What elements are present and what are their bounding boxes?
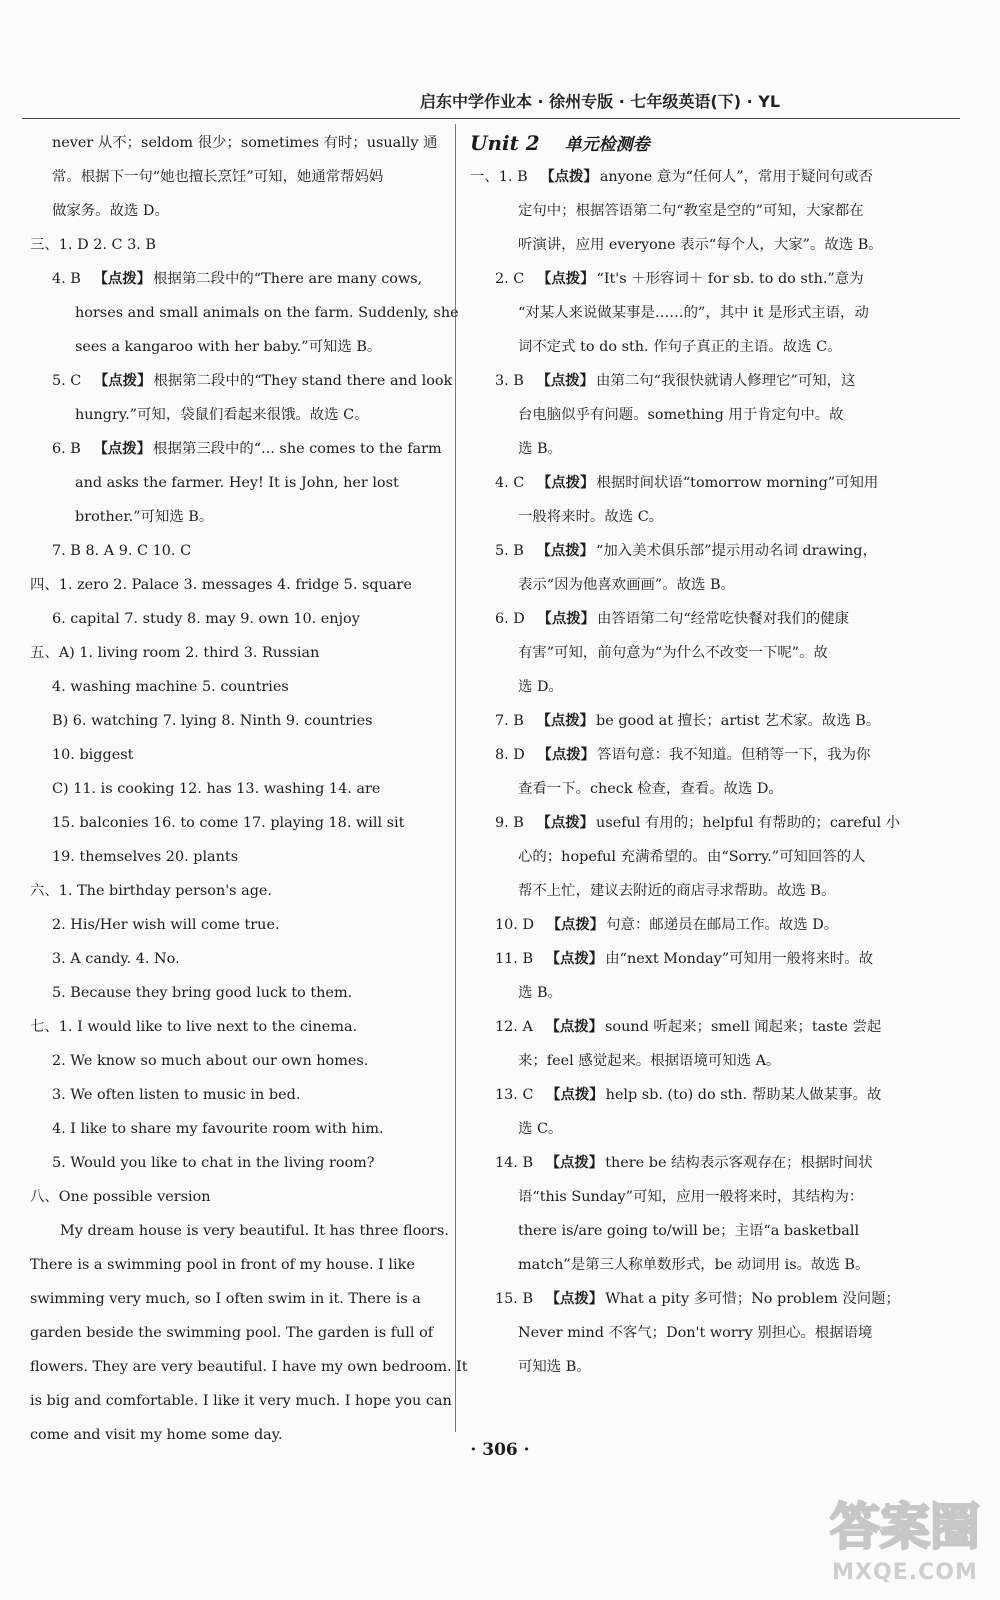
answer-line: sees a kangaroo with her baby.”可知选 B。 bbox=[75, 339, 382, 355]
answer-line: 表示“因为他喜欢画画”。故选 B。 bbox=[518, 577, 735, 593]
hint-tag: 【点拨】 bbox=[546, 1087, 604, 1103]
answer-line: 4. I like to share my favourite room with him. bbox=[52, 1121, 384, 1137]
answer-line: 做家务。故选 D。 bbox=[52, 203, 169, 219]
hint-tag: 【点拨】 bbox=[536, 475, 595, 491]
hint-tag: 【点拨】 bbox=[540, 169, 598, 185]
hint-tag: 【点拨】 bbox=[537, 747, 595, 763]
answer-line: 11. B 【点拨】 由“next Monday”可知用一般将来时。故 bbox=[495, 951, 874, 967]
answer-line: come and visit my home some day. bbox=[30, 1427, 283, 1443]
answer-line: 10. D 【点拨】 句意：邮递员在邮局工作。故选 D。 bbox=[495, 917, 839, 933]
hint-tag: 【点拨】 bbox=[545, 951, 604, 967]
answer-line: 查看一下。check 检查，查看。故选 D。 bbox=[518, 781, 783, 797]
answer-line: 5. Because they bring good luck to them. bbox=[52, 985, 353, 1001]
answer-line: 有害”可知，前句意为“为什么不改变一下呢”。故 bbox=[518, 645, 828, 661]
left-column bbox=[30, 126, 468, 1452]
answer-line: 7. B 8. A 9. C 10. C bbox=[52, 543, 192, 559]
answer-line: 5. Would you like to chat in the living room? bbox=[52, 1155, 375, 1171]
hint-tag: 【点拨】 bbox=[537, 611, 595, 627]
answer-line: 4. C 【点拨】 根据时间状语“tomorrow morning”可知用 bbox=[495, 475, 879, 491]
right-column bbox=[470, 126, 901, 1384]
answer-line: 3. B 【点拨】 由第二句“我很快就请人修理它”可知，这 bbox=[495, 373, 856, 389]
hint-tag: 【点拨】 bbox=[545, 1155, 604, 1171]
unit-title: Unit 2 bbox=[470, 131, 540, 155]
answer-line: and asks the farmer. Hey! It is John, her lost bbox=[75, 475, 399, 491]
answer-line: 13. C 【点拨】 help sb. (to) do sth. 帮助某人做某事。故 bbox=[495, 1087, 882, 1103]
hint-tag: 【点拨】 bbox=[93, 441, 152, 457]
answer-line: 五、A) 1. living room 2. third 3. Russian bbox=[30, 645, 320, 661]
answer-line: 19. themselves 20. plants bbox=[52, 849, 239, 865]
answer-line: 7. B 【点拨】 be good at 擅长；artist 艺术家。故选 B。 bbox=[495, 713, 881, 729]
answer-line: 帮不上忙，建议去附近的商店寻求帮助。故选 B。 bbox=[518, 883, 836, 899]
answer-line: 台电脑似乎有问题。something 用于肯定句中。故 bbox=[518, 407, 844, 423]
answer-line: 15. B 【点拨】 What a pity 多可惜；No problem 没问题； bbox=[495, 1291, 900, 1307]
answer-line: 10. biggest bbox=[52, 747, 134, 763]
answer-line: B) 6. watching 7. lying 8. Ninth 9. countries bbox=[52, 713, 373, 729]
answer-line: Never mind 不客气；Don't worry 别担心。根据语境 bbox=[518, 1325, 873, 1341]
answer-line: 七、1. I would like to live next to the cinema. bbox=[30, 1019, 358, 1035]
answer-line: 5. B 【点拨】 “加入美术俱乐部”提示用动名词 drawing， bbox=[495, 543, 877, 559]
answer-line: 听演讲，应用 everyone 表示“每个人，大家”。故选 B。 bbox=[518, 237, 883, 253]
answer-line: 15. balconies 16. to come 17. playing 18. will sit bbox=[52, 815, 405, 831]
answer-line: 2. C 【点拨】 “It's ＋形容词＋ for sb. to do sth.”意为 bbox=[495, 271, 864, 287]
answer-line: 4. B 【点拨】 根据第二段中的“There are many cows, bbox=[52, 271, 423, 287]
answer-line: 常。根据下一句“她也擅长烹饪”可知，她通常帮妈妈 bbox=[52, 169, 384, 185]
hint-tag: 【点拨】 bbox=[93, 271, 152, 287]
answer-line: 词不定式 to do sth. 作句子真正的主语。故选 C。 bbox=[518, 339, 842, 355]
answer-line: 可知选 B。 bbox=[518, 1359, 591, 1375]
answer-line: 12. A 【点拨】 sound 听起来；smell 闻起来；taste 尝起 bbox=[495, 1019, 882, 1035]
answer-line: 6. D 【点拨】 由答语第二句“经常吃快餐对我们的健康 bbox=[495, 611, 849, 627]
answer-line: garden beside the swimming pool. The garden is full of bbox=[30, 1325, 434, 1341]
answer-line: 来；feel 感觉起来。根据语境可知选 A。 bbox=[518, 1053, 781, 1069]
answer-line: 六、1. The birthday person's age. bbox=[30, 883, 273, 899]
answer-line: brother.”可知选 B。 bbox=[75, 509, 214, 525]
answer-line: 5. C 【点拨】 根据第二段中的“They stand there and look bbox=[52, 373, 453, 389]
header-title: 启东中学作业本 · 徐州专版 · 七年级英语(下) · YL bbox=[419, 92, 781, 111]
watermark-glyphs-icon bbox=[820, 1486, 990, 1566]
answer-line: 6. B 【点拨】 根据第三段中的“... she comes to the farm bbox=[52, 441, 442, 457]
answer-line: 一般将来时。故选 C。 bbox=[518, 509, 664, 525]
answer-line: 心的；hopeful 充满希望的。由“Sorry.”可知回答的人 bbox=[518, 849, 866, 865]
answer-line: 9. B 【点拨】 useful 有用的；helpful 有帮助的；careful 小 bbox=[495, 815, 901, 831]
watermark-site: MXQE.COM bbox=[832, 1560, 978, 1585]
answer-line: 14. B 【点拨】 there be 结构表示客观存在；根据时间状 bbox=[495, 1155, 873, 1171]
hint-tag: 【点拨】 bbox=[536, 271, 595, 287]
answer-line: My dream house is very beautiful. It has three floors. bbox=[60, 1223, 449, 1239]
answer-line: 一、1. B 【点拨】 anyone 意为“任何人”，常用于疑问句或否 bbox=[470, 169, 874, 185]
hint-tag: 【点拨】 bbox=[545, 1291, 604, 1307]
answer-line: 2. His/Her wish will come true. bbox=[52, 917, 280, 933]
page-number: · 306 · bbox=[470, 1440, 530, 1460]
answer-line: 四、1. zero 2. Palace 3. messages 4. fridge 5. square bbox=[30, 577, 412, 593]
hint-tag: 【点拨】 bbox=[545, 1019, 604, 1035]
answer-line: 三、1. D 2. C 3. B bbox=[30, 237, 156, 253]
unit-subtitle: 单元检测卷 bbox=[564, 135, 650, 155]
header-rule bbox=[22, 118, 960, 119]
watermark-logo bbox=[820, 1486, 990, 1598]
answer-line: 2. We know so much about our own homes. bbox=[52, 1053, 369, 1069]
watermark-glyphs: 答案圈 bbox=[830, 1498, 980, 1556]
answer-line: 6. capital 7. study 8. may 9. own 10. enjoy bbox=[52, 611, 360, 627]
answer-line: 8. D 【点拨】 答语句意：我不知道。但稍等一下，我为你 bbox=[495, 747, 871, 763]
hint-tag: 【点拨】 bbox=[546, 917, 605, 933]
hint-tag: 【点拨】 bbox=[536, 815, 595, 831]
answer-line: flowers. They are very beautiful. I have my own bedroom. It bbox=[30, 1359, 468, 1375]
answer-line: 4. washing machine 5. countries bbox=[52, 679, 289, 695]
answer-line: “对某人来说做某事是……的”，其中 it 是形式主语，动 bbox=[518, 305, 869, 321]
answer-line: 定句中；根据答语第二句“教室是空的”可知，大家都在 bbox=[518, 203, 864, 219]
answer-line: swimming very much, so I often swim in it. There is a bbox=[30, 1291, 421, 1307]
answer-line: horses and small animals on the farm. Suddenly, she bbox=[75, 305, 459, 321]
unit-heading bbox=[470, 126, 882, 160]
answer-line: 选 C。 bbox=[518, 1121, 563, 1137]
hint-tag: 【点拨】 bbox=[536, 373, 595, 389]
answer-line: never 从不；seldom 很少；sometimes 有时；usually 通 bbox=[52, 135, 438, 151]
answer-line: 选 B。 bbox=[518, 985, 562, 1001]
answer-line: 3. We often listen to music in bed. bbox=[52, 1087, 301, 1103]
hint-tag: 【点拨】 bbox=[536, 543, 595, 559]
answer-line: is big and comfortable. I like it very much. I hope you can bbox=[30, 1393, 452, 1409]
answer-line: match”是第三人称单数形式，be 动词用 is。故选 B。 bbox=[518, 1257, 870, 1273]
page-header bbox=[20, 88, 980, 118]
answer-line: 选 D。 bbox=[518, 679, 563, 695]
right-column-body bbox=[470, 160, 901, 1384]
answer-line: 选 B。 bbox=[518, 441, 562, 457]
answer-line: There is a swimming pool in front of my house. I like bbox=[30, 1257, 415, 1273]
answer-line: hungry.”可知，袋鼠们看起来很饿。故选 C。 bbox=[75, 407, 369, 423]
answer-line: there is/are going to/will be；主语“a basketball bbox=[518, 1223, 860, 1239]
answer-line: 八、One possible version bbox=[30, 1189, 211, 1205]
hint-tag: 【点拨】 bbox=[93, 373, 152, 389]
hint-tag: 【点拨】 bbox=[536, 713, 595, 729]
answer-line: 语“this Sunday”可知，应用一般将来时，其结构为： bbox=[518, 1189, 864, 1205]
answer-line: 3. A candy. 4. No. bbox=[52, 951, 180, 967]
answer-line: C) 11. is cooking 12. has 13. washing 14. are bbox=[52, 781, 381, 797]
